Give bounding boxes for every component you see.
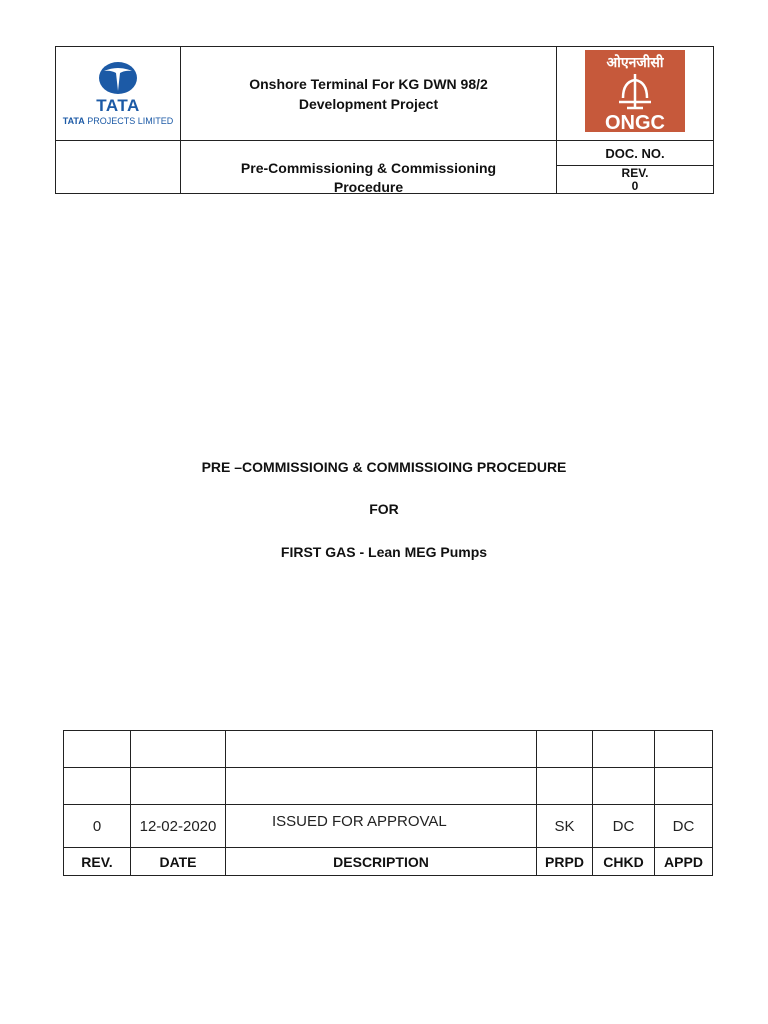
header-rev: REV. (64, 848, 131, 876)
table-cell (537, 731, 593, 768)
tata-emblem-icon (98, 61, 138, 95)
main-title: PRE –COMMISSIOING & COMMISSIOING PROCEDURE (201, 459, 567, 475)
main-subject: FIRST GAS - Lean MEG Pumps (280, 544, 488, 560)
table-cell (131, 731, 226, 768)
project-title (181, 47, 557, 141)
rev-date: 12-02-2020 (131, 805, 226, 848)
table-header-row (64, 848, 713, 876)
table-cell (226, 731, 537, 768)
project-title-line2: Development Project (298, 95, 439, 112)
document-title-line1: Pre-Commissioning & Commissioning (240, 160, 497, 176)
rev-approved: DC (655, 805, 713, 848)
tata-logo (56, 61, 180, 127)
table-cell (64, 731, 131, 768)
table-row (64, 768, 713, 805)
rev-prepared: SK (537, 805, 593, 848)
empty-logo-cell (56, 141, 181, 194)
table-cell (655, 731, 713, 768)
table-cell (593, 731, 655, 768)
header-appd: APPD (655, 848, 713, 876)
tata-subtitle: TATA PROJECTS LIMITED (62, 115, 174, 126)
ongc-logo-cell (557, 47, 714, 141)
table-cell (593, 768, 655, 805)
svg-text:ओएनजीसी: ओएनजीसी (606, 55, 664, 71)
table-row (64, 731, 713, 768)
document-title-line2: Procedure (333, 179, 404, 193)
rev-label: REV. (621, 166, 649, 180)
header-prpd: PRPD (537, 848, 593, 876)
table-row (64, 805, 713, 848)
table-cell (537, 768, 593, 805)
header-date: DATE (131, 848, 226, 876)
header-description: DESCRIPTION (226, 848, 537, 876)
table-cell (131, 768, 226, 805)
table-cell (655, 768, 713, 805)
header-chkd: CHKD (593, 848, 655, 876)
document-header (55, 46, 714, 194)
table-cell (64, 768, 131, 805)
tata-wordmark: TATA (96, 95, 140, 115)
revision-table (63, 730, 713, 876)
project-title-line1: Onshore Terminal For KG DWN 98/2 (249, 75, 488, 92)
document-title (181, 141, 557, 194)
rev-number: 0 (64, 805, 131, 848)
rev-checked: DC (593, 805, 655, 848)
main-title-for: FOR (369, 501, 399, 517)
rev-value: 0 (631, 179, 639, 193)
table-cell (226, 768, 537, 805)
doc-no-label: DOC. NO. (557, 141, 714, 166)
rev-cell (557, 166, 714, 194)
tata-logo-cell (56, 47, 181, 141)
svg-text:ONGC: ONGC (605, 112, 665, 132)
rev-description: ISSUED FOR APPROVAL (226, 805, 537, 848)
ongc-logo (585, 50, 685, 132)
